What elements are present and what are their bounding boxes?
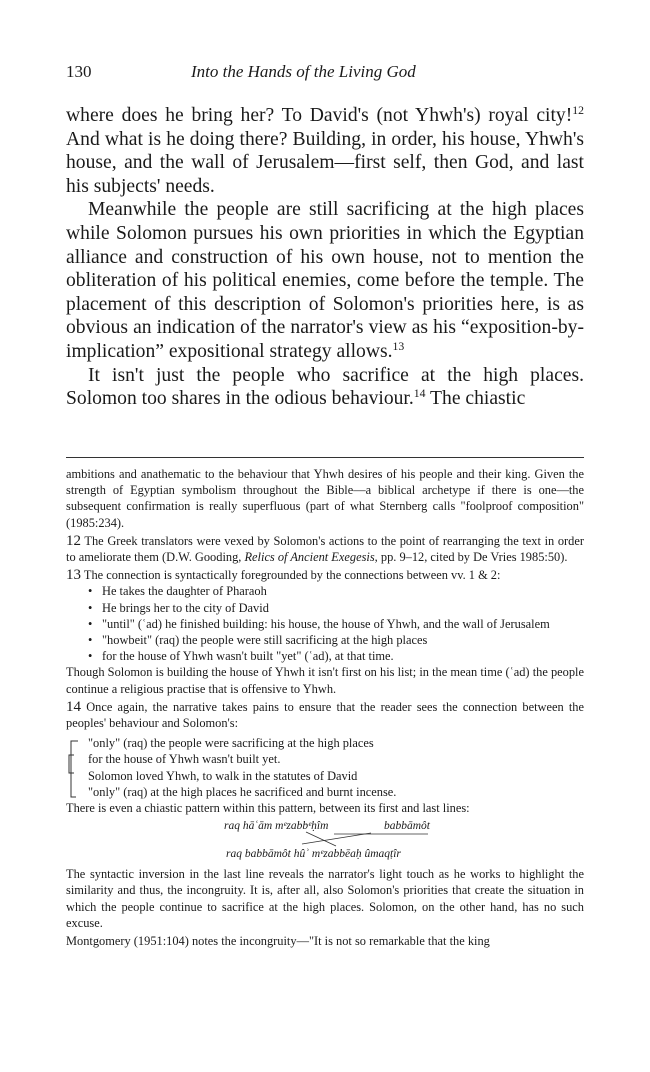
text-run: Meanwhile the people are still sacrificing at the high places while Solomon pursues his own priorities in which the Egyptian alliance and construction of his own house, not to mention the obliteration of his political enemies, come before the temple. The placement of this description of Solomon's priorities here, is as obvious an indication of the narrator's view as his “exposition-by-implication” expositional strategy allows. — [66, 199, 584, 362]
running-title: Into the Hands of the Living God — [191, 62, 416, 81]
text-run: It isn't just the people who sacrifice at the high places. Solomon too shares in the odious behaviour. — [66, 364, 584, 410]
footnote-number: 13 — [66, 567, 81, 584]
text-run: The chiastic — [425, 388, 526, 410]
footnote-14-last: Montgomery (1951:104) notes the incongruity—"It is not so remarkable that the king — [66, 934, 490, 949]
list-item: • "howbeit" (raq) the people were still sacrificing at the high places — [88, 632, 584, 648]
cited-title: Relics of Ancient Exegesis — [244, 550, 375, 565]
chiasm-intro: There is even a chiastic pattern within this pattern, between its first and last lines: — [66, 801, 470, 816]
main-text — [66, 104, 584, 411]
page-number: 130 — [66, 62, 92, 81]
footnotes — [66, 466, 584, 949]
chiasm-line: "only" (raq) the people were sacrificing at the high places — [88, 736, 374, 751]
footnote-14-after: The syntactic inversion in the last line reveals the narrator's light touch as he works to highlight the similarity and thus, the incongruity. It is, after all, also Solomon's priorities that create the situation in which the people continue to sacrifice at the high places. Solomon, on the other hand, has no such excuse. — [66, 867, 584, 930]
text-run: , pp. 9–12, cited by De Vries 1985:50). — [374, 550, 568, 565]
paragraph — [66, 364, 584, 411]
list-item: • for the house of Yhwh wasn't built "yet" (ʿad), at that time. — [88, 648, 584, 664]
text-run: where does he bring her? To David's (not Yhwh's) royal city! — [66, 105, 573, 126]
footnote-number: 14 — [66, 698, 81, 715]
chiasm-lines — [66, 735, 584, 800]
list-item: • He takes the daughter of Pharaoh — [88, 583, 584, 599]
paragraph — [66, 198, 584, 363]
chiasm-line: for the house of Yhwh wasn't built yet. — [88, 752, 281, 767]
bullet-list — [66, 583, 584, 664]
footnote-ref: 13 — [392, 339, 405, 353]
chiasm-line: "only" (raq) at the high places he sacrificed and burnt incense. — [88, 784, 397, 799]
text-run: And what is he doing there? Building, in order, his house, Yhwh's house, and the wall of Jerusalem—first self, then God, and last his subjects' needs. — [66, 128, 584, 197]
footnote-number: 12 — [66, 532, 81, 549]
diagram-top-left: raq hāʿām mᵉzabbᵉḥîm — [224, 820, 329, 833]
text-run: The Greek translators were vexed by Solomon's actions to the point of rearranging the text in order to ameliorate them (D.W. Gooding, — [66, 533, 584, 565]
footnote-ref: 12 — [572, 103, 584, 117]
chiasm-diagram — [66, 818, 584, 862]
bracket-lines — [66, 735, 86, 801]
footnote-continuation: ambitions and anathematic to the behaviour that Yhwh desires of his people and their king. Given the strength of Egyptian symbolism throughout the Bible—a biblical archetype if there is one—the subsequent confirmation is really superfluous (part of what Sternberg calls "foolproof composition" (1985:234). — [66, 467, 584, 530]
footnote-ref: 14 — [413, 387, 426, 401]
paragraph — [66, 104, 584, 198]
list-item: • He brings her to the city of David — [88, 600, 584, 616]
text-run: Once again, the narrative takes pains to ensure that the reader sees the connection between the peoples' behaviour and Solomon's: — [66, 699, 584, 731]
footnote-13 — [66, 567, 584, 583]
text-run: The connection is syntactically foregrounded by the connections between vv. 1 & 2: — [83, 568, 501, 583]
list-item: • "until" (ʿad) he finished building: his house, the house of Yhwh, and the wall of Jerusalem — [88, 616, 584, 632]
diagram-top-right: babbāmôt — [384, 820, 430, 833]
footnote-14 — [66, 699, 584, 731]
chiasm-line: Solomon loved Yhwh, to walk in the statutes of David — [88, 768, 358, 783]
diagram-bottom: raq babbāmôt hûʾ mᵉzabbēaḥ ûmaqṭîr — [226, 848, 401, 861]
footnote-12 — [66, 533, 584, 565]
footnote-13-outro: Though Solomon is building the house of Yhwh it isn't first on his list; in the mean time (ʿad) the people continue a religious practise that is offensive to Yhwh. — [66, 665, 584, 696]
footnote-rule — [66, 457, 584, 458]
